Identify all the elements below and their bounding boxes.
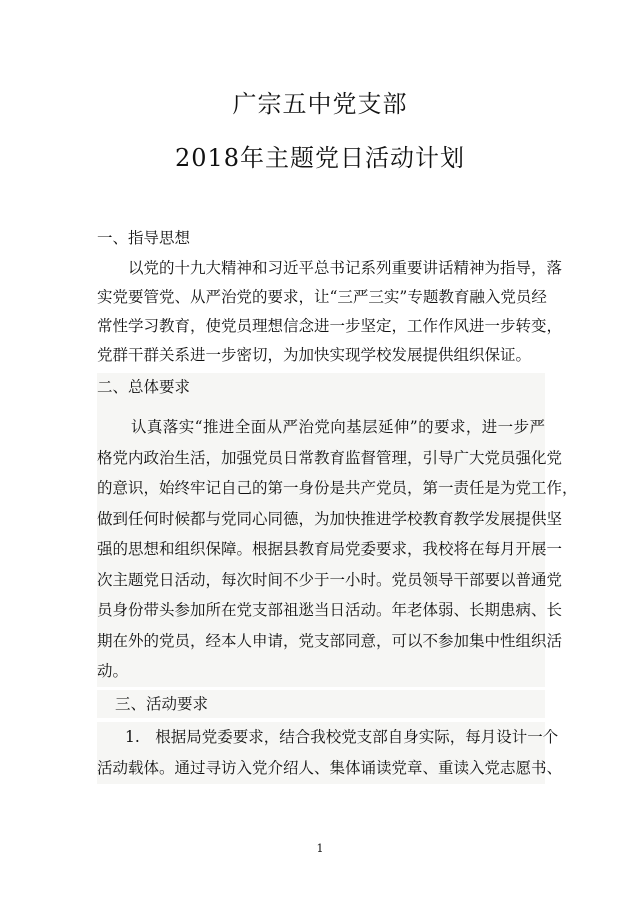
paragraph-line: 实党要管党、从严治党的要求，让“三严三实”专题教育融入党员经 [97, 288, 547, 306]
document-title-org: 广宗五中党支部 [232, 90, 408, 118]
document-title-plan: 2018年主题党日活动计划 [174, 144, 466, 172]
paragraph-line: 认真落实“推进全面从严治党向基层延伸”的要求，进一步严 [131, 418, 545, 436]
section-heading-guiding-thought: 一、指导思想 [97, 229, 191, 247]
page-number: 1 [316, 842, 324, 855]
paragraph-line: 以党的十九大精神和习近平总书记系列重要讲话精神为指导，落 [128, 259, 563, 277]
section-paragraph-activity-requirements [97, 722, 563, 784]
paragraph-line: 的意识，始终牢记自己的第一身份是共产党员，第一责任是为党工作， [97, 479, 578, 497]
section-paragraph-guiding-thought [97, 254, 563, 370]
paragraph-line: 强的思想和组织保障。根据县教育局党委要求，我校将在每月开展一 [97, 540, 563, 558]
section-heading-activity-requirements: 三、活动要求 [97, 690, 545, 718]
paragraph-line: 次主题党日活动，每次时间不少于一小时。党员领导干部要以普通党 [97, 570, 563, 589]
section-heading-overall-requirements: 二、总体要求 [97, 373, 545, 415]
paragraph-line: 动。 [97, 662, 129, 680]
section-paragraph-overall-requirements [97, 412, 578, 687]
paragraph-line: 常性学习教育，使党员理想信念进一步坚定，工作作风进一步转变， [97, 317, 563, 335]
paragraph-line: 期在外的党员，经本人申请，党支部同意，可以不参加集中性组织活 [97, 631, 563, 650]
paragraph-line: 1. 根据局党委要求，结合我校党支部自身实际，每月设计一个 [125, 728, 559, 746]
paragraph-line: 格党内政治生活，加强党员日常教育监督管理，引导广大党员强化党 [97, 448, 563, 467]
paragraph-line: 员身份带头参加所在党支部祖逖当日活动。年老体弱、长期患病、长 [97, 601, 563, 619]
paragraph-line: 活动载体。通过寻访入党介绍人、集体诵读党章、重读入党志愿书、 [97, 759, 563, 777]
paragraph-line: 党群干群关系进一步密切，为加快实现学校发展提供组织保证。 [97, 346, 532, 364]
paragraph-line: 做到任何时候都与党同心同德，为加快推进学校教育教学发展提供坚 [97, 509, 563, 528]
